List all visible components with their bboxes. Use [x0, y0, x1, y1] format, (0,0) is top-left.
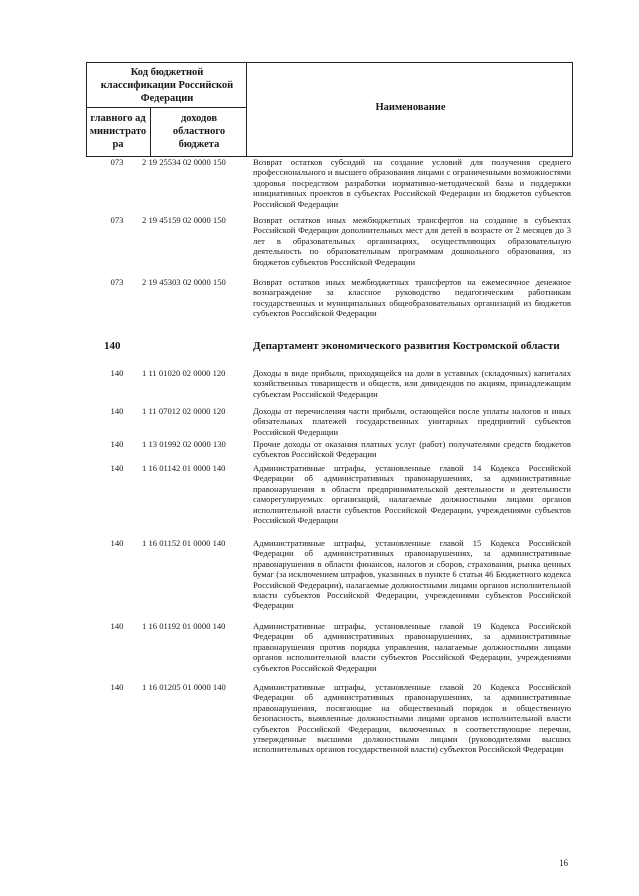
budget-code: 1 16 01142 01 0000 140 — [142, 463, 226, 473]
header-col-name: Наименование — [375, 102, 446, 113]
income-name: Прочие доходы от оказания платных услуг (работ) получателями средств бюджетов субъектов Российской Федерации — [253, 439, 571, 460]
admin-code: 140 — [110, 368, 124, 378]
header-subcol-divider — [150, 107, 151, 157]
department-name: Департамент экономического развития Костромской области — [253, 340, 560, 352]
admin-code: 140 — [110, 439, 124, 449]
header-group-divider — [86, 107, 247, 108]
income-name: Возврат остатков субсидий на создание условий для получения среднего профессионального и высшего образования лицами с ограниченными возможностями здоровья посредством разработки нормативно-методической базы и поддержки инициативных проектов в субъектах Российской Федерации из бюджетов субъектов Российской Федерации — [253, 157, 571, 209]
admin-code: 073 — [110, 277, 124, 287]
admin-code: 140 — [110, 463, 124, 473]
budget-code: 1 16 01192 01 0000 140 — [142, 621, 226, 631]
income-name: Административные штрафы, установленные главой 19 Кодекса Российской Федерации об административных правонарушениях, за административные правонарушения против порядка управления, налагаемые должностными лицами органов исполнительной власти субъектов Российской Федерации, учреждениями субъектов Российской Федерации — [253, 621, 571, 673]
budget-code: 2 19 45303 02 0000 150 — [142, 277, 226, 287]
admin-code: 140 — [110, 538, 124, 548]
admin-code: 073 — [110, 157, 124, 167]
page-number: 16 — [559, 858, 568, 868]
income-name: Административные штрафы, установленные главой 15 Кодекса Российской Федерации об административных правонарушениях, за административные правонарушения в области финансов, налогов и сборов, страхования, рынка ценных бумаг (за исключением штрафов, указанных в пункте 6 статьи 46 Бюджетного кодекса Российской Федерации), налагаемые должностными лицами органов исполнительной власти субъектов Российской Федерации, учреждениями субъектов Российской Федерации — [253, 538, 571, 611]
admin-code: 140 — [110, 621, 124, 631]
admin-code: 073 — [110, 215, 124, 225]
income-name: Возврат остатков иных межбюджетных трансфертов на ежемесячное денежное вознаграждение за классное руководство педагогическим работникам государственных и муниципальных общеобразовательных организаций из бюджетов субъектов Российской Федерации — [253, 277, 571, 319]
admin-code: 140 — [110, 406, 124, 416]
header-group-label: Код бюджетной классификации Российской Федерации — [100, 67, 234, 104]
income-name: Административные штрафы, установленные главой 20 Кодекса Российской Федерации об административных правонарушениях, за административные правонарушения, посягающие на общественный порядок и общественную безопасность, выявленные должностными лицами органов исполнительной власти субъектов Российской Федерации, включенных в соответствующие перечни, утвержденные высшими должностными лицами (руководителями высших исполнительных органов государственной власти) субъектов Российской Федерации — [253, 682, 571, 755]
header-col-income: доходов областного бюджета — [172, 113, 226, 150]
header-col-admin: главного администратора — [89, 113, 147, 150]
budget-code: 1 13 01992 02 0000 130 — [142, 439, 226, 449]
budget-code: 2 19 25534 02 0000 150 — [142, 157, 226, 167]
income-name: Доходы в виде прибыли, приходящейся на доли в уставных (складочных) капиталах хозяйственных товариществ и обществ, или дивидендов по акциям, принадлежащим субъектам Российской Федерации — [253, 368, 571, 399]
admin-code: 140 — [110, 682, 124, 692]
budget-code: 1 16 01152 01 0000 140 — [142, 538, 226, 548]
budget-code: 1 11 07012 02 0000 120 — [142, 406, 226, 416]
budget-code: 2 19 45159 02 0000 150 — [142, 215, 226, 225]
budget-code: 1 16 01205 01 0000 140 — [142, 682, 226, 692]
income-name: Возврат остатков иных межбюджетных трансфертов на создание в субъектах Российской Федерации дополнительных мест для детей в возрасте от 2 месяцев до 3 лет в образовательных организациях, осуществляющих образовательную деятельность по образовательным программам дошкольного образования, из бюджетов субъектов Российской Федерации — [253, 215, 571, 267]
header-vertical-divider — [246, 62, 247, 157]
budget-code: 1 11 01020 02 0000 120 — [142, 368, 226, 378]
department-code: 140 — [104, 340, 121, 352]
income-name: Доходы от перечисления части прибыли, остающейся после уплаты налогов и иных обязательных платежей государственных унитарных предприятий субъектов Российской Федерации — [253, 406, 571, 437]
income-name: Административные штрафы, установленные главой 14 Кодекса Российской Федерации об административных правонарушениях, за административные правонарушения в области предпринимательской деятельности и деятельности саморегулируемых организаций, налагаемые должностными лицами органов исполнительной власти субъектов Российской Федерации, учреждениями субъектов Российской Федерации — [253, 463, 571, 526]
